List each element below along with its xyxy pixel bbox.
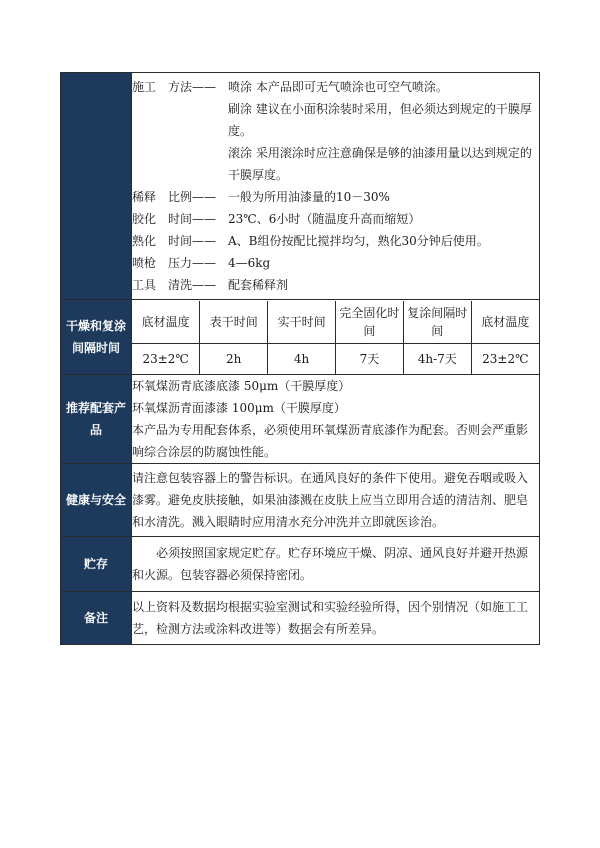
drying-row (61, 300, 540, 375)
remarks-title: 备注 (61, 592, 132, 645)
cleaning-value: 配套稀释剂 (228, 278, 289, 292)
drying-cell (132, 300, 540, 375)
spec-table (60, 72, 540, 645)
gel-value: 23℃、6小时（随温度升高而缩短） (228, 212, 421, 226)
method-label: 施工 方法—— (132, 80, 217, 94)
drying-header-cell: 实干时间 (268, 301, 336, 344)
storage-text: 必须按照国家规定贮存。贮存环境应干燥、阴凉、通风良好并避开热源和火源。包装容器必须保持密闭。 (132, 537, 540, 592)
pressure-value: 4—6kg (228, 256, 271, 270)
cleaning-label: 工具 清洗—— (132, 278, 217, 292)
products-title: 推荐配套产品 (61, 375, 132, 464)
remarks-text: 以上资料及数据均根据实验室测试和实验经验所得，因个别情况（如施工工艺，检测方法或涂料改进等）数据会有所差异。 (132, 592, 540, 645)
drying-value-row (132, 343, 539, 374)
safety-title: 健康与安全 (61, 464, 132, 537)
method-brush: 刷涂 建议在小面积涂装时采用，但必须达到规定的干膜厚度。 (228, 102, 532, 138)
remarks-row (61, 592, 540, 645)
drying-value-cell: 4h-7天 (403, 343, 471, 374)
drying-value-cell: 7天 (335, 343, 403, 374)
storage-row (61, 537, 540, 592)
drying-title: 干燥和复涂间隔时间 (61, 300, 132, 375)
drying-header-cell: 表干时间 (200, 301, 268, 344)
gel-line (132, 208, 539, 230)
drying-header-cell: 完全固化时间 (335, 301, 403, 344)
safety-row (61, 464, 540, 537)
application-row (61, 73, 540, 300)
drying-value-cell: 4h (268, 343, 336, 374)
cure-line (132, 230, 539, 252)
drying-table (132, 301, 539, 374)
drying-header-cell: 底材温度 (471, 301, 539, 344)
cure-label: 熟化 时间—— (132, 234, 217, 248)
product-topcoat: 环氧煤沥青面漆漆 100μm（干膜厚度） (132, 401, 346, 415)
method-roller: 滚涂 采用滚涂时应注意确保是够的油漆用量以达到规定的干膜厚度。 (228, 146, 532, 182)
drying-value-cell: 23±2℃ (132, 343, 200, 374)
products-cell (132, 375, 540, 464)
data-sheet (60, 72, 540, 645)
drying-header-cell: 复涂间隔时间 (403, 301, 471, 344)
thinning-label: 稀释 比例—— (132, 190, 217, 204)
drying-value-cell: 23±2℃ (471, 343, 539, 374)
application-side-cell (61, 73, 132, 300)
product-note: 本产品为专用配套体系，必须使用环氧煤沥青底漆作为配套。否则会严重影响综合涂层的防腐蚀性能。 (132, 423, 529, 459)
drying-header-cell: 底材温度 (132, 301, 200, 344)
thinning-value: 一般为所用油漆量的10－30% (228, 190, 390, 204)
pressure-line (132, 252, 539, 274)
pressure-label: 喷枪 压力—— (132, 256, 217, 270)
drying-header-row (132, 301, 539, 344)
cleaning-line (132, 274, 539, 296)
application-cell (132, 73, 540, 300)
thinning-line (132, 186, 539, 208)
products-row (61, 375, 540, 464)
method-line (132, 76, 539, 98)
storage-title: 贮存 (61, 537, 132, 592)
safety-text: 请注意包装容器上的警告标识。在通风良好的条件下使用。避免吞咽或吸入漆雾。避免皮肤接触，如果油漆溅在皮肤上应当立即用合适的清洁剂、肥皂和水清洗。溅入眼睛时应用清水充分冲洗并立即就医诊治。 (132, 464, 540, 537)
cure-value: A、B组份按配比搅拌均匀，熟化30分钟后使用。 (228, 234, 489, 248)
product-primer: 环氧煤沥青底漆底漆 50μm（干膜厚度） (132, 379, 351, 393)
drying-value-cell: 2h (200, 343, 268, 374)
method-spray: 喷涂 本产品即可无气喷涂也可空气喷涂。 (228, 80, 448, 94)
gel-label: 胶化 时间—— (132, 212, 217, 226)
